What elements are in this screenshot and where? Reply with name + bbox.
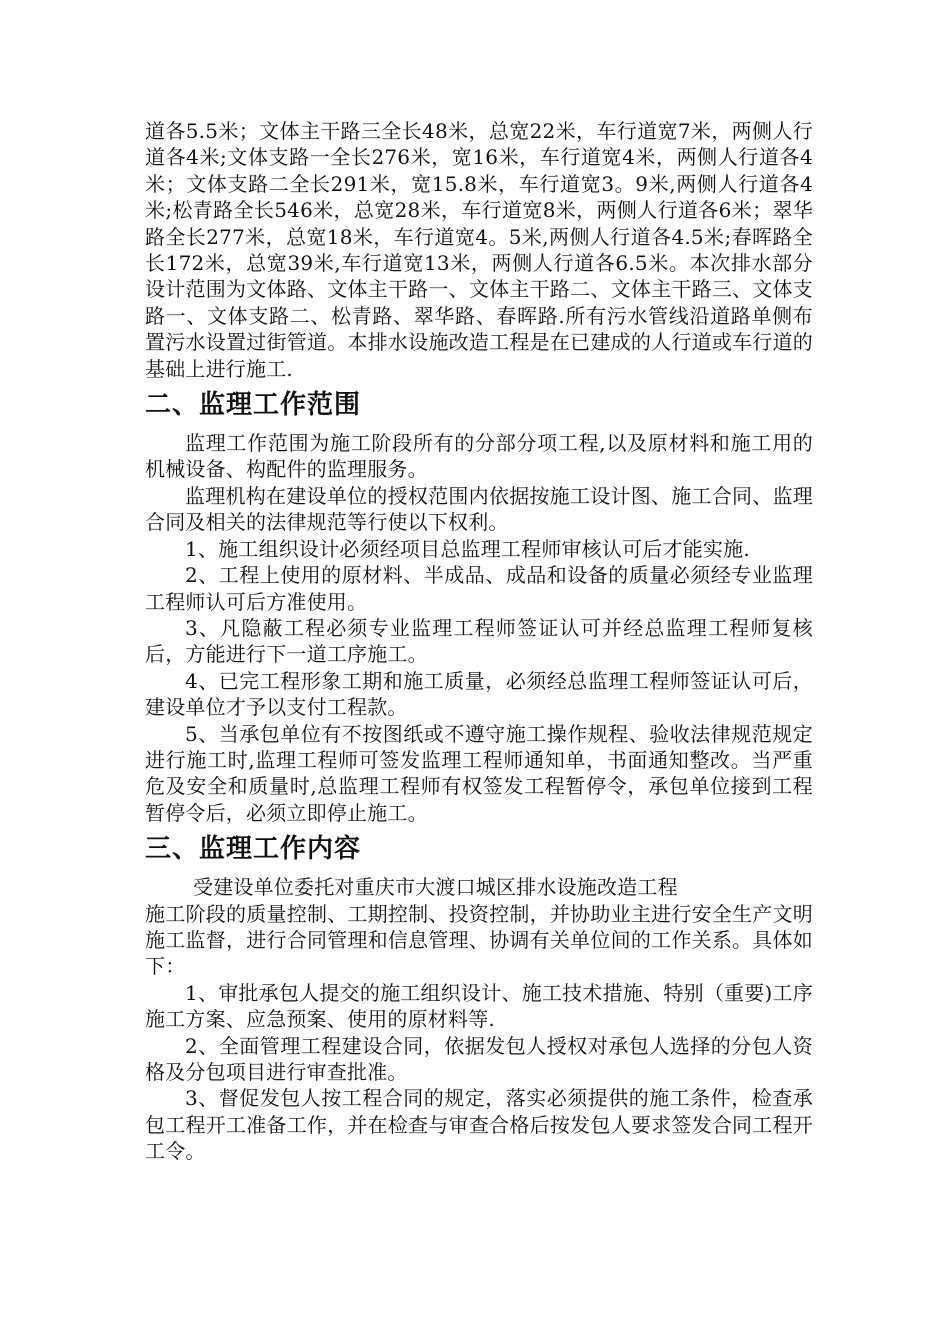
content-item-3: 3、督促发包人按工程合同的规定，落实必须提供的施工条件，检查承包工程开工准备工作，并在检查与审查合格后按发包人要求签发合同工程开工令。 [145,1086,813,1164]
scope-paragraph-1: 监理工作范围为施工阶段所有的分部分项工程,以及原材料和施工用的机械设备、构配件的监理服务。 [145,431,813,482]
scope-item-4: 4、已完工程形象工期和施工质量，必须经总监理工程师签证认可后，建设单位才予以支付工程款。 [145,668,813,720]
scope-item-5: 5、当承包单位有不按图纸或不遵守施工操作规程、验收法律规范规定进行施工时,监理工程师可签发监理工程师通知单，书面通知整改。当严重危及安全和质量时,总监理工程师有权签发工程暂停令，承包单位接到工程暂停令后，必须立即停止施工。 [145,721,813,825]
scope-item-3: 3、凡隐蔽工程必须专业监理工程师签证认可并经总监理工程师复核后，方能进行下一道工序施工。 [145,615,813,667]
scope-item-1: 1、施工组织设计必须经项目总监理工程师审核认可后才能实施. [185,536,750,561]
document-page [145,118,813,1165]
scope-item-2: 2、工程上使用的原材料、半成品、成品和设备的质量必须经专业监理工程师认可后方准使用。 [145,563,813,614]
section-heading-scope: 二、监理工作范围 [145,390,362,421]
content-item-1: 1、审批承包人提交的施工组织设计、施工技术措施、特别（重要)工序施工方案、应急预案、使用的原材料等. [145,980,813,1032]
intro-paragraph: 道各5.5米；文体主干路三全长48米，总宽22米，车行道宽7米，两侧人行道各4米;文体支路一全长276米，宽16米，车行道宽4米，两侧人行道各4米；文体支路二全长291米，宽15.8米，车行道宽3。9米,两侧人行道各4米;松青路全长546米，总宽28米，车行道宽8米，两侧人行道各6米；翠华路全长277米，总宽18米，车行道宽4。5米,两侧人行道各4.5米;春晖路全长172米，总宽39米,车行道宽13米，两侧人行道各6.5米。本次排水部分设计范围为文体路、文体主干路一、文体主干路二、文体主干路三、文体支路一、文体支路二、松青路、翠华路、春晖路.所有污水管线沿道路单侧布置污水设置过街管道。本排水设施改造工程是在已建成的人行道或车行道的基础上进行施工. [145,119,813,381]
content-item-2: 2、全面管理工程建设合同，依据发包人授权对承包人选择的分包人资格及分包项目进行审查批准。 [145,1033,813,1084]
content-lead-line: 受建设单位委托对重庆市大渡口城区排水设施改造工程 [193,875,678,900]
scope-paragraph-2: 监理机构在建设单位的授权范围内依据按施工设计图、施工合同、监理合同及相关的法律规范等行使以下权利。 [145,483,813,535]
content-lead-rest: 施工阶段的质量控制、工期控制、投资控制，并协助业主进行安全生产文明施工监督，进行合同管理和信息管理、协调有关单位间的工作关系。具体如下： [145,901,813,979]
section-heading-content: 三、监理工作内容 [145,834,362,865]
